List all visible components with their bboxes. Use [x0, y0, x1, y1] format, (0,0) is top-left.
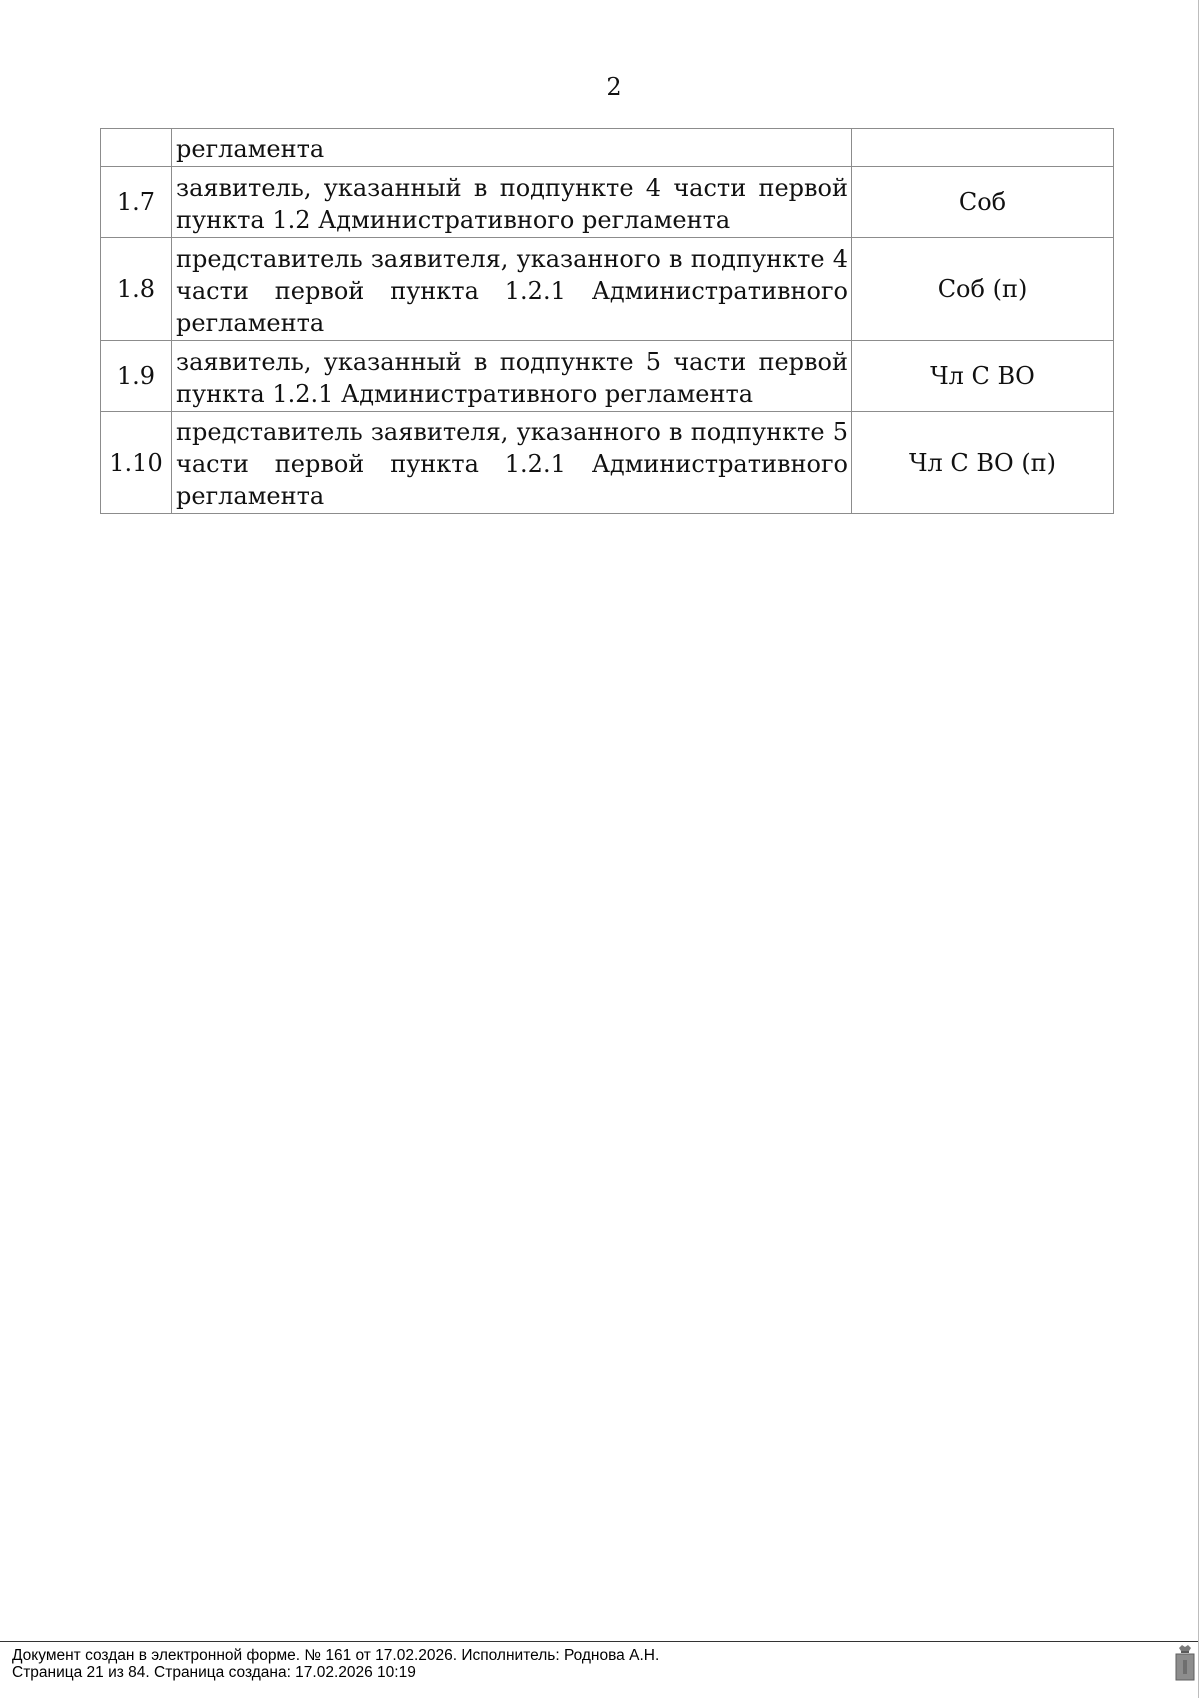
row-code: Чл С ВО (п) [852, 412, 1114, 514]
table-row [101, 129, 1114, 167]
page-number: 2 [606, 73, 622, 101]
row-description: регламента [172, 129, 852, 167]
row-description: заявитель, указанный в подпункте 5 части первой пункта 1.2.1 Административного регламента [172, 341, 852, 412]
table-row [101, 412, 1114, 514]
table-row [101, 238, 1114, 341]
row-description: представитель заявителя, указанного в подпункте 4 части первой пункта 1.2.1 Административного регламента [172, 238, 852, 341]
page-edge [1198, 0, 1199, 1698]
row-number: 1.8 [101, 238, 172, 341]
table-row [101, 167, 1114, 238]
footer [12, 1647, 659, 1681]
row-code: Чл С ВО [852, 341, 1114, 412]
row-description: представитель заявителя, указанного в подпункте 5 части первой пункта 1.2.1 Административного регламента [172, 412, 852, 514]
footer-line-document: Документ создан в электронной форме. № 161 от 17.02.2026. Исполнитель: Роднова А.Н. [12, 1647, 660, 1664]
document-table [100, 128, 1114, 514]
row-number: 1.7 [101, 167, 172, 238]
coat-of-arms-icon [1174, 1644, 1196, 1682]
footer-divider [0, 1641, 1198, 1642]
row-number: 1.10 [101, 412, 172, 514]
row-code: Соб [852, 167, 1114, 238]
row-number [101, 129, 172, 167]
footer-line-page: Страница 21 из 84. Страница создана: 17.02.2026 10:19 [12, 1664, 416, 1681]
row-number: 1.9 [101, 341, 172, 412]
table-row [101, 341, 1114, 412]
row-code [852, 129, 1114, 167]
row-description: заявитель, указанный в подпункте 4 части первой пункта 1.2 Административного регламента [172, 167, 852, 238]
row-code: Соб (п) [852, 238, 1114, 341]
